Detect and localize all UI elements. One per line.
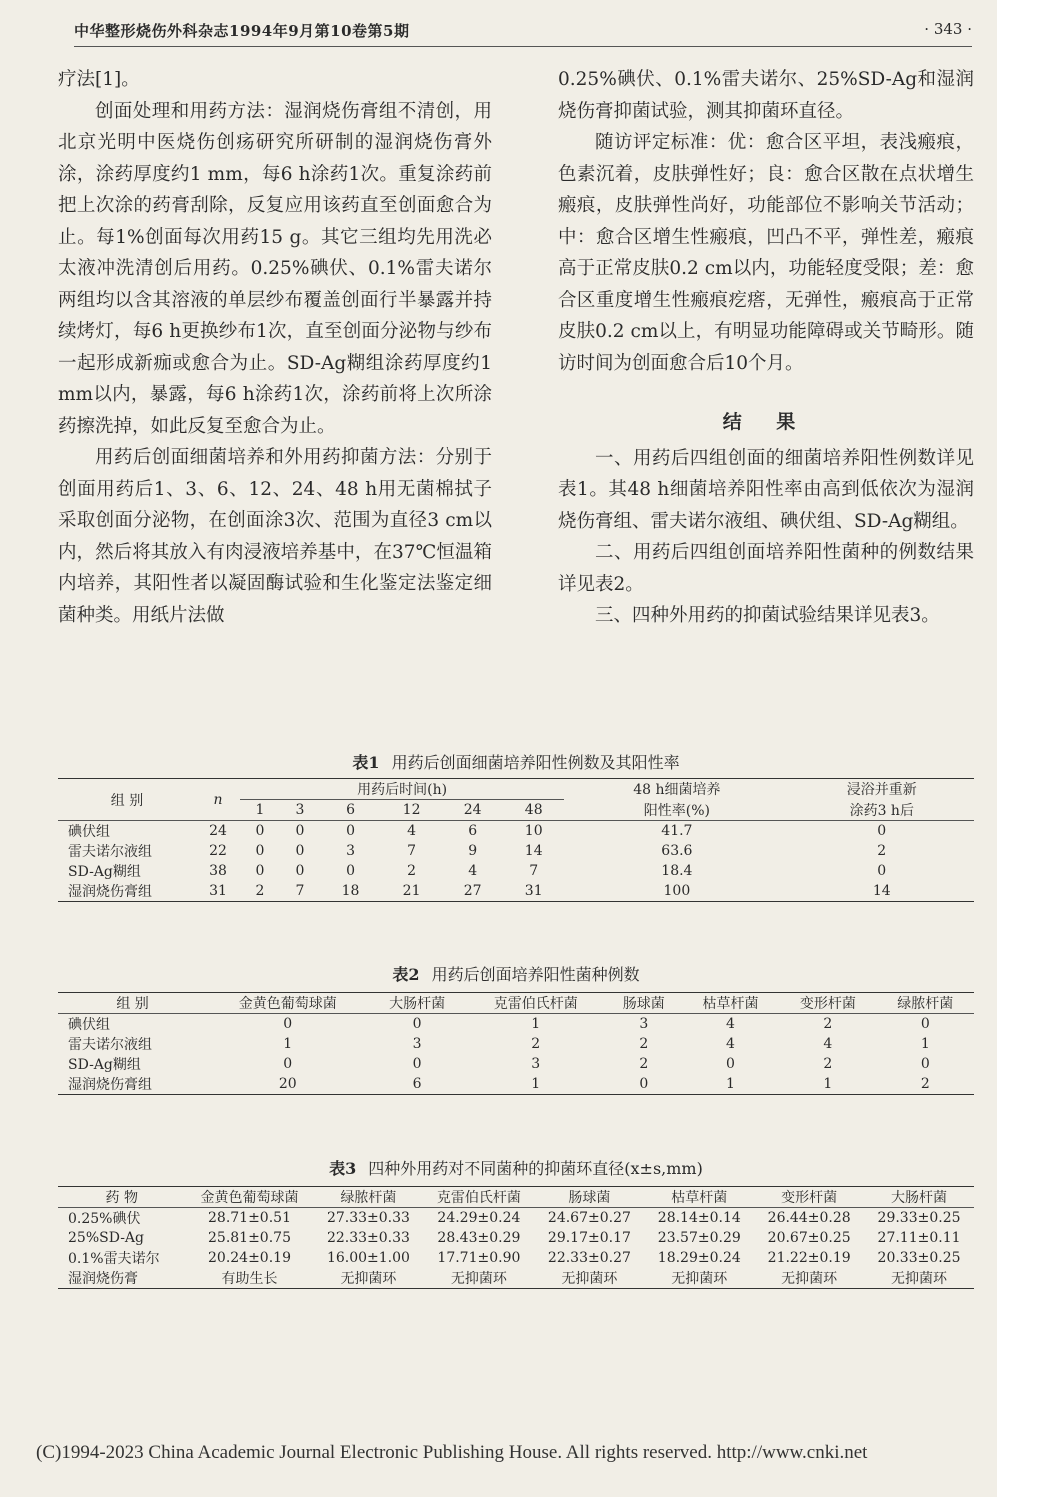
right-column (558, 64, 974, 632)
cell: 28.14±0.14 (657, 1210, 741, 1226)
cell: 21 (402, 883, 421, 899)
table1-label: 表1 (352, 753, 380, 772)
cell: 0 (295, 843, 305, 859)
cell: 1 (726, 1076, 735, 1092)
cell: 18 (341, 883, 360, 899)
cell: 4 (468, 863, 478, 879)
cell: 4 (726, 1036, 735, 1052)
cell: 14 (872, 883, 891, 899)
paragraph: 用药后创面细菌培养和外用药抑菌方法：分别于创面用药后1、3、6、12、24、48 h用无菌棉拭子采取创面分泌物，在创面涂3次、范围为直径3 cm以内，然后将其放入有肉浸液培养基中，在37℃恒温箱内培养，其阳性者以凝固酶试验和生化鉴定法鉴定细菌种类。用纸片法做 (58, 447, 492, 626)
table-row (58, 1034, 974, 1054)
cell: 湿润烧伤膏组 (68, 1077, 152, 1093)
t1-time: 24 (463, 802, 482, 818)
table-row (58, 1228, 974, 1248)
cell: 3 (639, 1016, 649, 1032)
cell: 1 (531, 1076, 541, 1092)
cell: 无抑菌环 (561, 1271, 618, 1287)
t3-header: 金黄色葡萄球菌 (200, 1190, 299, 1206)
cell: 18.4 (661, 863, 693, 879)
cell: 18.29±0.24 (657, 1250, 741, 1266)
paragraph: 一、用药后四组创面的细菌培养阳性例数详见表1。其48 h细菌培养阳性率由高到低依次为湿润烧伤膏组、雷夫诺尔液组、碘伏组、SD-Ag糊组。 (558, 447, 974, 532)
cell: 2 (255, 883, 265, 899)
cell: 3 (412, 1036, 422, 1052)
cell: 22.33±0.33 (326, 1230, 410, 1246)
table1-title: 用药后创面细菌培养阳性例数及其阳性率 (391, 753, 680, 772)
cell: 10 (524, 823, 543, 839)
cell: 0 (877, 823, 887, 839)
t1-time: 6 (346, 802, 355, 818)
cell: 21.22±0.19 (767, 1250, 851, 1266)
cell: 0 (920, 1056, 930, 1072)
cell: 无抑菌环 (450, 1271, 507, 1287)
table2-title: 用药后创面培养阳性菌种例数 (431, 965, 640, 984)
cell: 7 (407, 843, 417, 859)
cell: 0 (283, 1016, 293, 1032)
cell: 29.33±0.25 (877, 1210, 961, 1226)
cell: 4 (823, 1036, 833, 1052)
t3-header: 克雷伯氏杆菌 (436, 1190, 521, 1206)
paragraph: 三、四种外用药的抑菌试验结果详见表3。 (595, 605, 940, 626)
cell: 27.11±0.11 (877, 1230, 961, 1246)
copyright-footer: (C)1994-2023 China Academic Journal Electronic Publishing House. All rights reserved. http://www.cnki.net (36, 1442, 868, 1463)
table3 (58, 1186, 974, 1289)
cell: 2 (531, 1036, 541, 1052)
cell: 0 (346, 863, 355, 879)
results-heading: 结 果 (722, 411, 810, 433)
table-row (58, 1014, 974, 1035)
t3-header: 药 物 (105, 1190, 138, 1206)
table3-title: 四种外用药对不同菌种的抑菌环直径(x±s,mm) (368, 1159, 703, 1178)
cell: 63.6 (661, 843, 693, 859)
paragraph: 创面处理和用药方法：湿润烧伤膏组不清创，用北京光明中医烧伤创疡研究所研制的湿润烧伤膏外涂，涂药厚度约1 mm，每6 h涂药1次。重复涂药前把上次涂的药膏刮除，反复应用该药直至创面愈合为止。每1%创面每次用药15 g。其它三组均先用洗必太液冲洗清创后用药。0.25%碘伏、0.1%雷夫诺尔两组均以含其溶液的单层纱布覆盖创面行半暴露并持续烤灯，每6 h更换纱布1次，直至创面分泌物与纱布一起形成新痂或愈合为止。SD-Ag糊组涂药厚度约1 mm以内，暴露，每6 h涂药1次，涂药前将上次所涂药擦洗掉，如此反复至愈合为止。 (58, 100, 492, 437)
cell: 1 (920, 1036, 930, 1052)
journal-title: 中华整形烧伤外科杂志1994年9月第10卷第5期 (74, 22, 410, 40)
table3-caption (58, 1156, 974, 1179)
cell: 2 (639, 1036, 649, 1052)
cell: 0 (255, 843, 265, 859)
cell: 0 (877, 863, 887, 879)
cell: 0 (295, 863, 305, 879)
paragraph: 随访评定标准：优：愈合区平坦，表浅瘢痕，色素沉着，皮肤弹性好；良：愈合区散在点状增生瘢痕，皮肤弹性尚好，功能部位不影响关节活动；中：愈合区增生性瘢痕，凹凸不平，弹性差，瘢痕高于正常皮肤0.2 cm以内，功能轻度受限；差：愈合区重度增生性瘢痕疙瘩，无弹性，瘢痕高于正常皮肤0.2 cm以上，有明显功能障碍或关节畸形。随访时间为创面愈合后10个月。 (558, 132, 974, 374)
cell: 100 (663, 883, 691, 899)
cell: 22.33±0.27 (547, 1250, 631, 1266)
cell: 24.67±0.27 (547, 1210, 631, 1226)
cell: 23.57±0.29 (657, 1230, 741, 1246)
cell: 有助生长 (221, 1271, 278, 1287)
t1-header-bath: 浸浴并重新 (846, 782, 917, 799)
cell: 0 (346, 823, 355, 839)
cell: 0 (295, 823, 305, 839)
table3-label: 表3 (329, 1159, 357, 1178)
t3-header: 大肠杆菌 (891, 1190, 948, 1206)
t1-time: 3 (295, 802, 305, 818)
cell: 0.1%雷夫诺尔 (68, 1251, 160, 1267)
cell: 7 (529, 863, 539, 879)
cell: 0 (255, 863, 265, 879)
cell: 9 (468, 843, 478, 859)
t3-header: 变形杆菌 (781, 1190, 838, 1206)
cell: 雷夫诺尔液组 (68, 844, 152, 860)
cell: 1 (823, 1076, 833, 1092)
cell: 1 (283, 1036, 293, 1052)
table-row (58, 861, 974, 881)
cell: 碘伏组 (68, 1017, 110, 1033)
t2-header: 金黄色葡萄球菌 (238, 996, 337, 1012)
t1-header-n: n (213, 791, 223, 808)
cell: 0 (255, 823, 265, 839)
cell: 31 (209, 883, 227, 899)
cell: 28.71±0.51 (208, 1210, 291, 1226)
t1-header-rate: 48 h细菌培养 (633, 782, 721, 799)
table1 (58, 778, 974, 902)
t2-header: 肠球菌 (622, 996, 665, 1012)
cell: 无抑菌环 (340, 1271, 397, 1287)
cell: 29.17±0.17 (547, 1230, 631, 1246)
t2-header: 克雷伯氏杆菌 (493, 996, 578, 1012)
cell: 20.24±0.19 (208, 1250, 291, 1266)
cell: 2 (823, 1056, 833, 1072)
cell: 17.71±0.90 (437, 1250, 521, 1266)
cell: 31 (524, 883, 543, 899)
t2-header: 变形杆菌 (799, 996, 856, 1012)
table1-caption (58, 750, 974, 773)
cell: 2 (639, 1056, 649, 1072)
cell: 0 (412, 1016, 422, 1032)
cell: 20.33±0.25 (877, 1250, 961, 1266)
table-row (58, 1074, 974, 1095)
cell: 24.29±0.24 (437, 1210, 521, 1226)
cell: 24 (209, 823, 227, 839)
cell: 26.44±0.28 (767, 1210, 851, 1226)
cell: 20 (278, 1076, 297, 1092)
t2-header: 绿脓杆菌 (897, 996, 954, 1012)
cell: 0.25%碘伏 (68, 1211, 141, 1227)
cell: 27 (463, 883, 482, 899)
cell: 湿润烧伤膏组 (68, 884, 152, 900)
cell: 38 (209, 863, 227, 879)
table2 (58, 992, 974, 1095)
table-row (58, 1208, 974, 1229)
cell: 27.33±0.33 (326, 1210, 410, 1226)
cell: 无抑菌环 (781, 1271, 838, 1287)
t1-header-bath-2: 涂药3 h后 (849, 802, 914, 819)
cell: 2 (920, 1076, 930, 1092)
cell: 41.7 (661, 823, 693, 839)
cell: 1 (531, 1016, 541, 1032)
paragraph: 0.25%碘伏、0.1%雷夫诺尔、25%SD-Ag和湿润烧伤膏抑菌试验，测其抑菌环直径。 (558, 69, 974, 122)
scan-margin (997, 0, 1041, 1497)
cell: 3 (531, 1056, 541, 1072)
page-number: · 343 · (924, 20, 972, 38)
table-row (58, 841, 974, 861)
paragraph: 二、用药后四组创面培养阳性菌种的例数结果详见表2。 (558, 542, 974, 595)
cell: 4 (407, 823, 417, 839)
cell: 25.81±0.75 (208, 1230, 291, 1246)
t1-time: 12 (402, 802, 421, 818)
t3-header: 绿脓杆菌 (340, 1190, 397, 1206)
cell: 7 (295, 883, 305, 899)
table-row (58, 1248, 974, 1268)
cell: 无抑菌环 (671, 1271, 728, 1287)
table-row (58, 1268, 974, 1289)
cell: 22 (209, 843, 227, 859)
t2-header: 大肠杆菌 (389, 996, 446, 1012)
t2-header: 组 别 (116, 996, 149, 1012)
cell: 6 (412, 1076, 422, 1092)
cell: 0 (639, 1076, 649, 1092)
cell: 0 (412, 1056, 422, 1072)
table2-label: 表2 (392, 965, 420, 984)
cell: 4 (726, 1016, 735, 1032)
cell: 2 (877, 843, 887, 859)
cell: 20.67±0.25 (767, 1230, 851, 1246)
running-header (74, 16, 972, 47)
cell: 0 (920, 1016, 930, 1032)
cell: SD-Ag糊组 (68, 864, 141, 880)
left-column (58, 64, 492, 631)
cell: 28.43±0.29 (437, 1230, 521, 1246)
t1-time: 48 (524, 802, 543, 818)
cell: 6 (468, 823, 478, 839)
cell: 雷夫诺尔液组 (68, 1037, 152, 1053)
cell: 25%SD-Ag (68, 1230, 144, 1246)
cell: 碘伏组 (68, 824, 110, 840)
table-row (58, 821, 974, 842)
t1-header-group: 组 别 (110, 792, 144, 809)
t3-header: 枯草杆菌 (671, 1190, 728, 1206)
cell: 16.00±1.00 (326, 1250, 410, 1266)
paragraph: 疗法[1]。 (58, 69, 140, 90)
cell: 3 (346, 843, 355, 859)
t3-header: 肠球菌 (568, 1190, 611, 1206)
table-row (58, 881, 974, 902)
cell: 14 (524, 843, 543, 859)
cell: SD-Ag糊组 (68, 1057, 141, 1073)
cell: 0 (726, 1056, 735, 1072)
t1-header-time: 用药后时间(h) (240, 779, 564, 800)
cell: 湿润烧伤膏 (68, 1271, 138, 1287)
cell: 2 (823, 1016, 833, 1032)
cell: 2 (407, 863, 417, 879)
table2-caption (58, 962, 974, 985)
t1-header-rate-2: 阳性率(%) (643, 802, 710, 819)
cell: 0 (283, 1056, 293, 1072)
cell: 无抑菌环 (891, 1271, 948, 1287)
table-row (58, 1054, 974, 1074)
t2-header: 枯草杆菌 (702, 996, 759, 1012)
t1-time: 1 (255, 802, 265, 818)
